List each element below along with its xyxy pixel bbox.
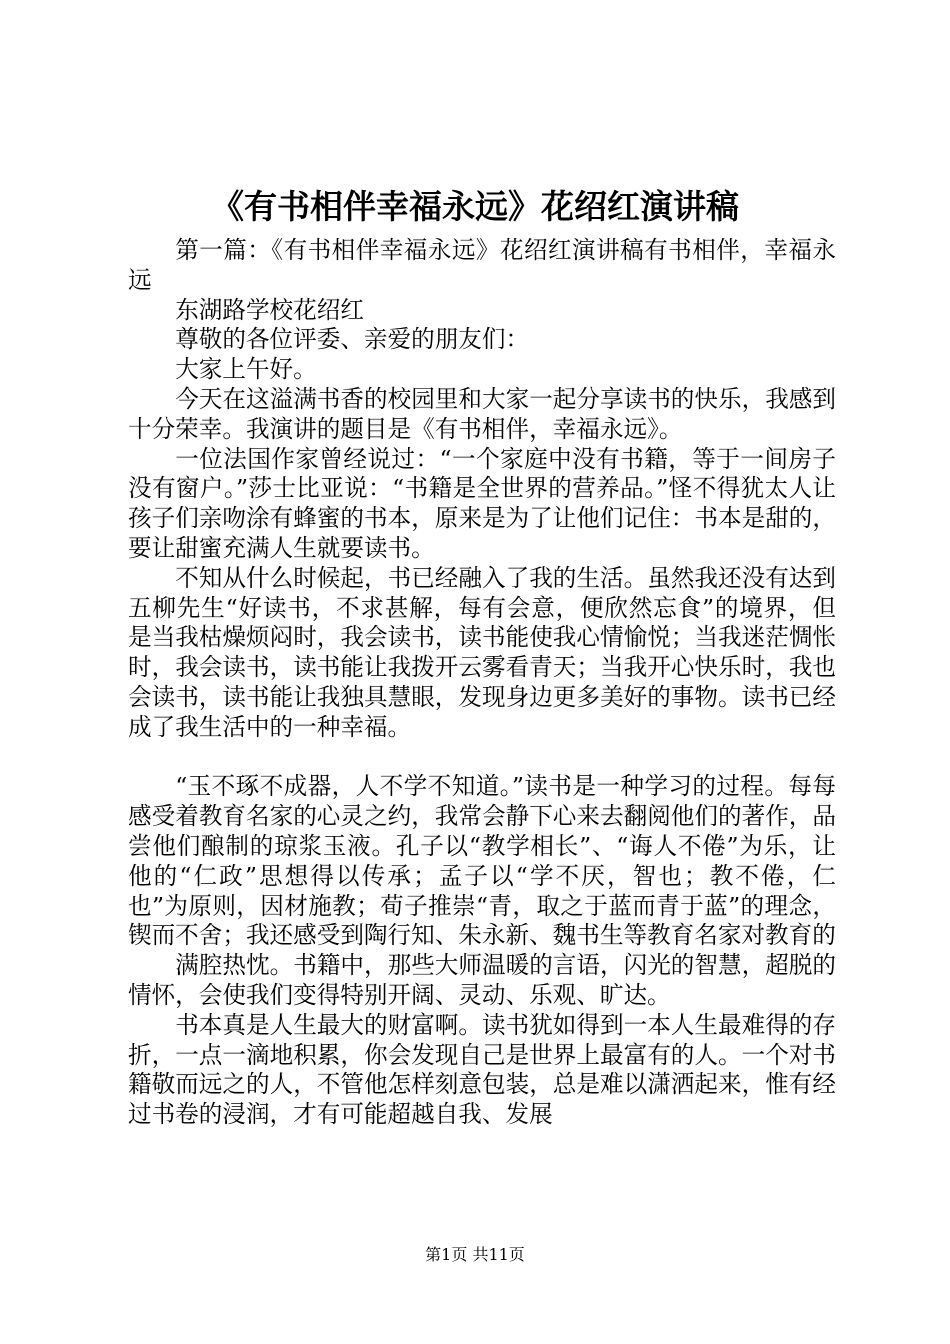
paragraph: 大家上午好。 <box>175 355 317 384</box>
paragraph: 不知从什么时候起，书已经融入了我的生活。虽然我还没有达到五柳先生“好读书，不求甚解，每有会意，便欣然忘食”的境界，但是当我枯燥烦闷时，我会读书，读书能使我心情愉悦；当我迷茫惆怅时，我会读书，读书能让我拨开云雾看青天；当我开心快乐时，我也会读书，读书能让我独具慧眼，发现身边更多美好的事物。读书已经成了我生活中的一种幸福。 <box>128 563 836 741</box>
paragraph: 满腔热忱。书籍中，那些大师温暖的言语，闪光的智慧，超脱的情怀，会使我们变得特别开阔、灵动、乐观、旷达。 <box>128 951 836 1009</box>
paragraph: 东湖路学校花绍红 <box>175 295 364 324</box>
paragraph: 一位法国作家曾经说过：“一个家庭中没有书籍，等于一间房子没有窗户。”莎士比亚说：“书籍是全世界的营养品。”怪不得犹太人让孩子们亲吻涂有蜂蜜的书本，原来是为了让他们记住：书本是甜的，要让甜蜜充满人生就要读书。 <box>128 444 836 562</box>
document-title: 《有书相伴幸福永远》花绍红演讲稿 <box>211 187 739 226</box>
document-body <box>128 236 836 1130</box>
paragraph: 第一篇：《有书相伴幸福永远》花绍红演讲稿有书相伴，幸福永远 <box>128 236 836 294</box>
paragraph: 尊敬的各位评委、亲爱的朋友们： <box>175 325 530 354</box>
page-number-footer: 第1页 共11页 <box>425 1245 525 1264</box>
paragraph: “玉不琢不成器，人不学不知道。”读书是一种学习的过程。每每感受着教育名家的心灵之约，我常会静下心来去翻阅他们的著作，品尝他们酿制的琼浆玉液。孔子以“教学相长”、“诲人不倦”为乐，让他的“仁政”思想得以传承；孟子以“学不厌，智也；教不倦，仁也”为原则，因材施教；荀子推崇“青，取之于蓝而青于蓝”的理念，锲而不舍；我还感受到陶行知、朱永新、魏书生等教育名家对教育的 <box>128 772 836 950</box>
paragraph: 今天在这溢满书香的校园里和大家一起分享读书的快乐，我感到十分荣幸。我演讲的题目是《有书相伴，幸福永远》。 <box>128 384 836 443</box>
paragraph: 书本真是人生最大的财富啊。读书犹如得到一本人生最难得的存折，一点一滴地积累，你会发现自己是世界上最富有的人。一个对书籍敬而远之的人，不管他怎样刻意包装，总是难以潇洒起来，惟有经过书卷的浸润，才有可能超越自我、发展 <box>128 1010 836 1129</box>
